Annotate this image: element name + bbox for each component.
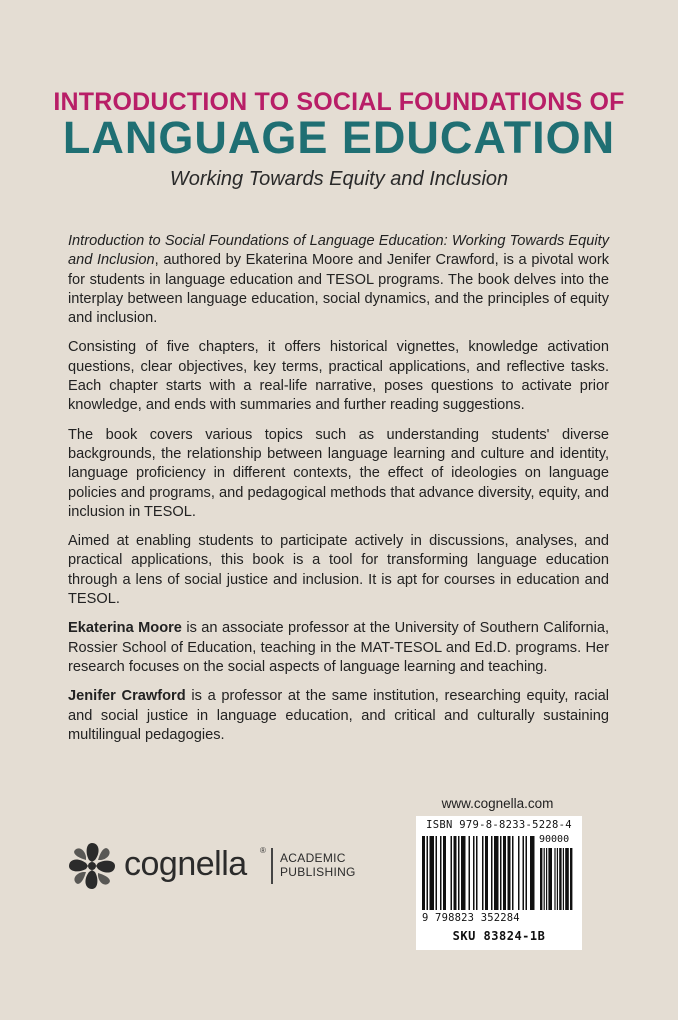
barcode-bar	[512, 836, 514, 910]
subtitle: Working Towards Equity and Inclusion	[169, 168, 509, 190]
logo-publishing-line: PUBLISHING	[280, 865, 356, 879]
author-1-bio	[68, 619, 609, 677]
barcode-bar	[494, 836, 499, 910]
description-paragraph-2: Consisting of five chapters, it offers historical vignettes, knowledge activation questions, clear objectives, key terms, practical applications, and reflective tasks. Each chapter starts with a real-life narrative, poses questions to activate prior knowledge, and ends with summaries and further reading suggestions.	[68, 339, 609, 414]
barcode-addon-bar	[554, 848, 555, 910]
barcode-bar	[461, 836, 466, 910]
barcode-addon-bar	[546, 848, 547, 910]
description-paragraph-4: Aimed at enabling students to participate actively in discussions, analyses, and practical applications, this book is a tool for transforming language education through a lens of social justice and inclusion. It is apt for courses in education and TESOL.	[68, 533, 609, 608]
title-line-2: LANGUAGE EDUCATION	[62, 112, 616, 163]
author-2-name: Jenifer Crawford	[68, 688, 186, 705]
logo-divider	[271, 848, 273, 884]
barcode-addon: 90000	[539, 834, 570, 845]
publisher-website: www.cognella.com	[441, 796, 554, 811]
barcode-bar	[508, 836, 511, 910]
barcode-bar	[530, 836, 535, 910]
barcode-bar	[523, 836, 525, 910]
barcode-bar	[427, 836, 429, 910]
barcode-addon-bar	[563, 848, 564, 910]
barcode-bar	[500, 836, 502, 910]
barcode-bar	[491, 836, 493, 910]
barcode-addon-bar	[557, 848, 558, 910]
barcode-bar	[482, 836, 484, 910]
barcode-bar	[451, 836, 453, 910]
publisher-logo	[66, 840, 366, 890]
registered-mark: ®	[260, 846, 266, 855]
barcode-bar	[518, 836, 520, 910]
barcode-addon-bar	[540, 848, 542, 910]
barcode-box	[416, 816, 582, 950]
isbn-label: ISBN 979-8-8233-5228-4	[426, 819, 572, 831]
title-line-1: INTRODUCTION TO SOCIAL FOUNDATIONS OF	[53, 88, 625, 116]
barcode-bar	[440, 836, 442, 910]
author-1-name: Ekaterina Moore	[68, 620, 182, 637]
description	[68, 232, 609, 755]
barcode-bar	[485, 836, 488, 910]
barcode-bar	[458, 836, 460, 910]
author-2-bio	[68, 687, 609, 745]
barcode-bar	[430, 836, 435, 910]
barcode-bar	[473, 836, 475, 910]
logo-academic-line: ACADEMIC	[280, 851, 346, 865]
barcode-bar	[422, 836, 425, 910]
barcode-bar	[443, 836, 446, 910]
cognella-pinwheel-icon	[66, 840, 118, 892]
logo-academic-publishing	[280, 851, 356, 879]
barcode-bar	[526, 836, 528, 910]
barcode-addon-bar	[559, 848, 561, 910]
author-2-bio-text: is a professor at the same institution, researching equity, racial and social justice in language education, and critical and culturally sustaining multilingual pedagogies.	[68, 688, 610, 743]
barcode-bar	[469, 836, 471, 910]
description-paragraph-1	[68, 232, 609, 328]
barcode-bar	[436, 836, 438, 910]
barcode-addon-bar	[544, 848, 545, 910]
barcode-bar	[454, 836, 457, 910]
barcode-bar	[503, 836, 506, 910]
barcode-addon-bar	[565, 848, 569, 910]
description-p1-rest: , authored by Ekaterina Moore and Jenifer Crawford, is a pivotal work for students in language education and TESOL programs. The book delves into the interplay between language education, social dynamics, and the principles of equity and inclusion.	[68, 252, 609, 327]
barcode-bar	[476, 836, 478, 910]
logo-wordmark: cognella	[124, 845, 247, 883]
isbn-digits: 9 798823 352284	[422, 912, 520, 924]
barcode-bars	[422, 836, 574, 922]
book-title-italic: Introduction to Social Foundations of Language Education: Working Towards Equity and Inclusion	[68, 233, 609, 269]
description-paragraph-3: The book covers various topics such as understanding students' diverse backgrounds, the relationship between language learning and culture and identity, language proficiency in different contexts, the effect of ideologies on language policies and programs, and pedagogical methods that advance diversity, equity, and inclusion in TESOL.	[68, 426, 609, 520]
barcode-addon-bar	[548, 848, 552, 910]
sku-label: SKU 83824-1B	[452, 929, 546, 943]
author-1-bio-text: is an associate professor at the University of Southern California, Rossier School of Education, teaching in the MAT-TESOL and Ed.D. programs. Her research focuses on the social aspects of language learning and teaching.	[68, 620, 609, 675]
barcode-addon-bar	[570, 848, 572, 910]
